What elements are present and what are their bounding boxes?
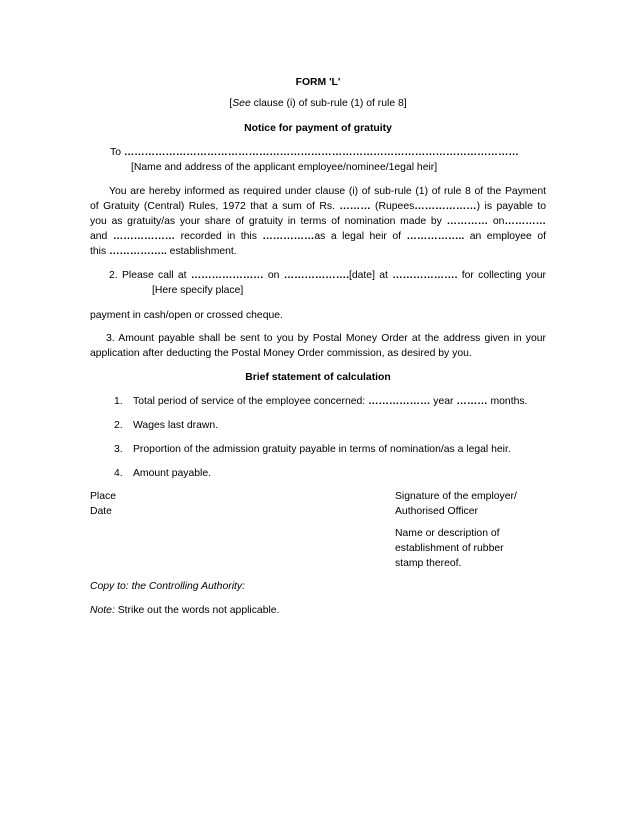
- calc-item-text: Wages last drawn.: [133, 420, 219, 431]
- para3-line2: application after deducting the Postal Money Order commission, as desired by you.: [90, 348, 472, 359]
- calculation-title: Brief statement of calculation: [245, 372, 391, 383]
- para2-line2: payment in cash/open or crossed cheque.: [90, 310, 283, 321]
- ref-rest: clause (i) of sub-rule (1) of rule 8]: [250, 98, 407, 109]
- establishment-line2: establishment of rubber: [395, 543, 504, 554]
- calc-item-number: 1.: [114, 396, 123, 407]
- para1-line4: and ……………… recorded in this ……………as a legal heir of …………….. an employee of: [90, 231, 546, 242]
- calc-item-number: 2.: [114, 420, 123, 431]
- place-note: [Here specify place]: [152, 285, 244, 296]
- calc-item-number: 4.: [114, 468, 123, 479]
- copy-to: Copy to: the Controlling Authority:: [90, 581, 245, 592]
- to-label: To: [110, 147, 121, 158]
- ref-open-bracket: [: [229, 98, 233, 109]
- calc-item-number: 3.: [114, 444, 123, 455]
- rule-reference: [90, 98, 546, 109]
- note-line: [90, 605, 279, 616]
- note-text: Strike out the words not applicable.: [114, 605, 280, 616]
- form-title: FORM 'L': [295, 77, 341, 88]
- signature-line2: Authorised Officer: [395, 506, 478, 517]
- addressee-note: [Name and address of the applicant employee/nominee/1egal heir]: [131, 162, 438, 173]
- para3-line1: 3. Amount payable shall be sent to you by Postal Money Order at the address given in your: [106, 333, 546, 344]
- to-line: [110, 147, 519, 158]
- signature-line1: Signature of the employer/: [395, 491, 517, 502]
- calc-item-text: Proportion of the admission gratuity payable in terms of nomination/as a legal heir.: [133, 444, 511, 455]
- notice-title: Notice for payment of gratuity: [244, 123, 392, 134]
- para1-line2: of Gratuity (Central) Rules, 1972 that a sum of Rs. ……… (Rupees………………) is payable to: [90, 201, 546, 212]
- note-label: Note:: [90, 605, 115, 616]
- establishment-line3: stamp thereof.: [395, 558, 462, 569]
- para2-line1: 2. Please call at ………………… on ……………….[date] at ………………. for collecting your: [109, 270, 546, 281]
- calc-item-text: Amount payable.: [133, 468, 211, 479]
- to-dots: ……………………………………………………………………………………………………: [123, 147, 519, 158]
- ref-see: See: [232, 98, 251, 109]
- place-label: Place: [90, 491, 116, 502]
- para1-line3: you as gratuity/as your share of gratuity in terms of nomination made by ………… on…………: [90, 216, 546, 227]
- date-label: Date: [90, 506, 112, 517]
- establishment-line1: Name or description of: [395, 528, 500, 539]
- para1-line5: this …………….. establishment.: [90, 246, 237, 257]
- para1-line1: You are hereby informed as required under clause (i) of sub-rule (1) of rule 8 of the Payment: [109, 186, 546, 197]
- calc-item-text: Total period of service of the employee concerned: ……………… year ……… months.: [133, 396, 528, 407]
